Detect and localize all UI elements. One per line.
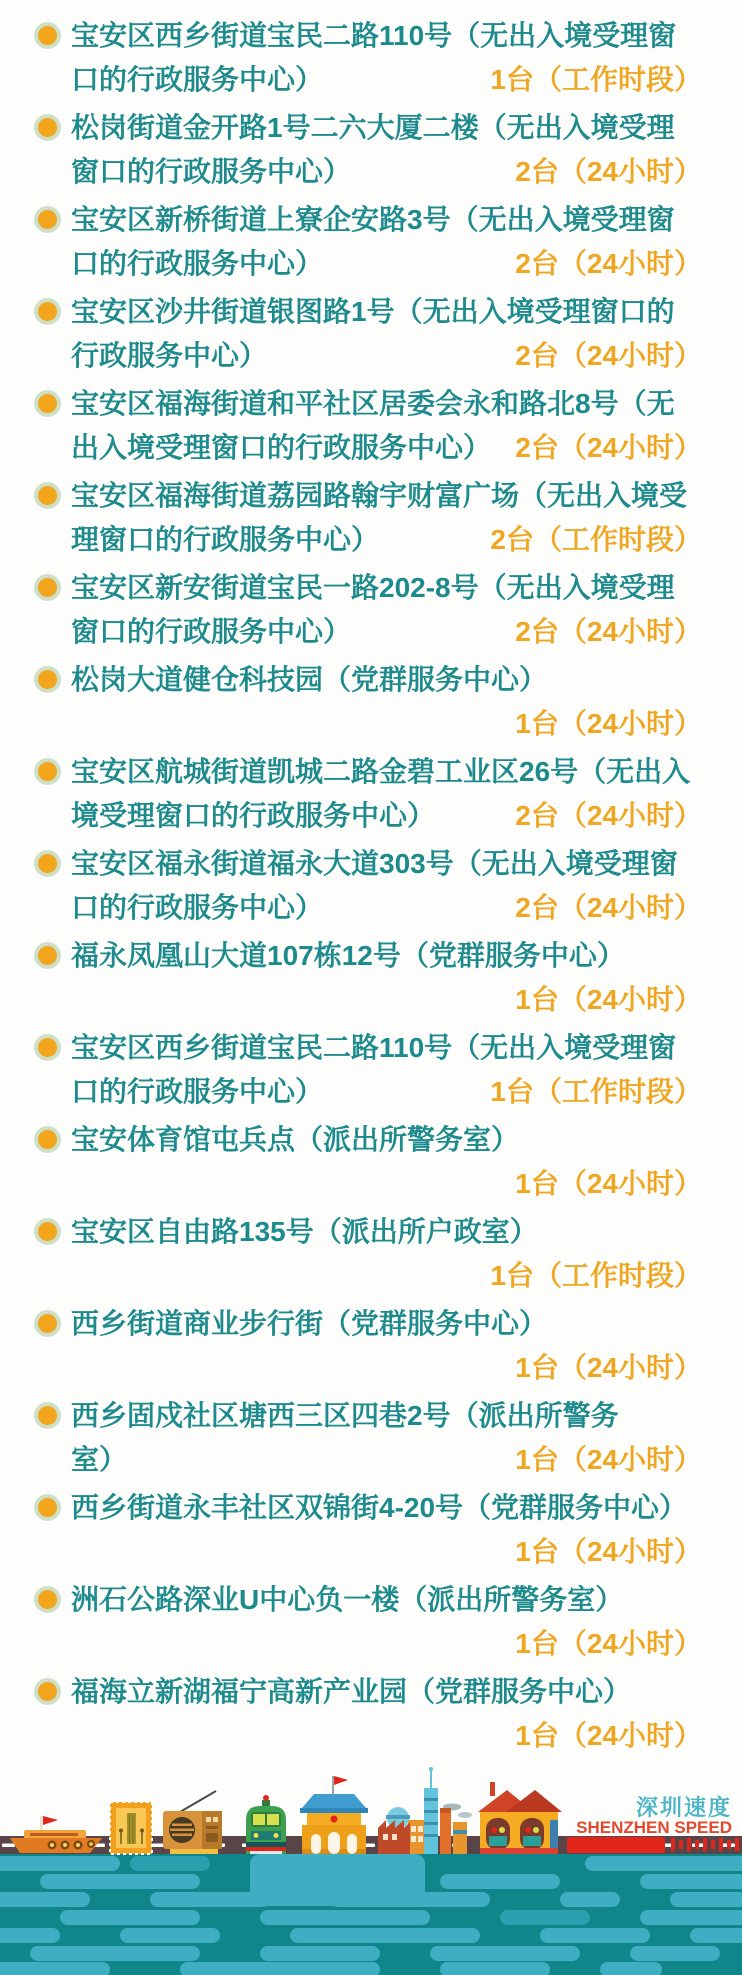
address-text: 口的行政服务中心） xyxy=(71,892,324,923)
bullet-icon xyxy=(38,394,57,413)
item-content xyxy=(71,1394,702,1482)
item-content xyxy=(71,658,702,746)
address-text: 窗口的行政服务中心） xyxy=(71,616,352,647)
bullet-icon xyxy=(38,486,57,505)
address-text: 松岗大道健仓科技园（党群服务中心） xyxy=(71,664,548,695)
item-content xyxy=(71,106,702,194)
list-item xyxy=(36,934,702,1022)
address-text: 室） xyxy=(71,1444,128,1475)
item-content xyxy=(71,1486,702,1574)
item-content xyxy=(71,198,702,286)
address-text: 口的行政服务中心） xyxy=(71,64,324,95)
machine-count: 1台（24小时） xyxy=(515,1536,702,1567)
item-content xyxy=(71,1670,702,1758)
address-text: 窗口的行政服务中心） xyxy=(71,156,352,187)
address-text: 宝安区西乡街道宝民二路110号（无出入境受理窗 xyxy=(71,1032,677,1063)
slogan-english: SHENZHEN SPEED xyxy=(576,1818,732,1837)
address-text: 宝安体育馆屯兵点（派出所警务室） xyxy=(71,1124,520,1155)
item-content xyxy=(71,1118,702,1206)
machine-count: 2台（24小时） xyxy=(515,800,702,831)
bullet-icon xyxy=(38,118,57,137)
bullet-icon xyxy=(38,670,57,689)
gate-building-icon xyxy=(300,1776,368,1854)
machine-count: 1台（24小时） xyxy=(515,1168,702,1199)
list-item xyxy=(36,382,702,470)
item-content xyxy=(71,566,702,654)
arch-building-icon xyxy=(478,1782,562,1854)
machine-count: 2台（24小时） xyxy=(515,892,702,923)
footer-illustration xyxy=(0,1760,742,1975)
machine-count: 2台（24小时） xyxy=(515,432,702,463)
bullet-icon xyxy=(38,946,57,965)
machine-count: 2台（工作时段） xyxy=(490,524,702,555)
cityscape-water-graphic xyxy=(0,1760,742,1975)
factory-icon xyxy=(378,1767,472,1854)
list-item xyxy=(36,1578,702,1666)
machine-count: 1台（24小时） xyxy=(515,1444,702,1475)
machine-count: 1台（24小时） xyxy=(515,1628,702,1659)
bullet-icon xyxy=(38,762,57,781)
list-item xyxy=(36,1118,702,1206)
list-item xyxy=(36,658,702,746)
item-content xyxy=(71,934,702,1022)
address-text: 西乡街道永丰社区双锦街4-20号（党群服务中心） xyxy=(71,1492,688,1523)
address-text: 福永凤凰山大道107栋12号（党群服务中心） xyxy=(71,940,625,971)
list-item xyxy=(36,1394,702,1482)
machine-count: 1台（工作时段） xyxy=(490,1076,702,1107)
machine-count: 2台（24小时） xyxy=(515,616,702,647)
machine-count: 1台（工作时段） xyxy=(490,64,702,95)
bullet-icon xyxy=(38,1406,57,1425)
address-text: 宝安区新桥街道上寮企安路3号（无出入境受理窗 xyxy=(71,204,675,235)
address-text: 宝安区航城街道凯城二路金碧工业区26号（无出入 xyxy=(71,756,691,787)
item-content xyxy=(71,1302,702,1390)
list-item xyxy=(36,1210,702,1298)
train-icon xyxy=(246,1795,286,1854)
address-text: 宝安区自由路135号（派出所户政室） xyxy=(71,1216,538,1247)
list-item xyxy=(36,106,702,194)
radio-icon xyxy=(163,1791,222,1854)
machine-count: 2台（24小时） xyxy=(515,340,702,371)
list-item xyxy=(36,566,702,654)
address-text: 宝安区福永街道福永大道303号（无出入境受理窗 xyxy=(71,848,678,879)
machine-count: 2台（24小时） xyxy=(515,156,702,187)
list-item xyxy=(36,1486,702,1574)
bullet-icon xyxy=(38,1130,57,1149)
stamp-icon xyxy=(110,1802,152,1854)
bullet-icon xyxy=(38,210,57,229)
item-content xyxy=(71,842,702,930)
address-text: 宝安区西乡街道宝民二路110号（无出入境受理窗 xyxy=(71,20,677,51)
item-content xyxy=(71,1026,702,1114)
item-content xyxy=(71,1578,702,1666)
address-text: 行政服务中心） xyxy=(71,340,268,371)
bullet-icon xyxy=(38,1498,57,1517)
bullet-icon xyxy=(38,302,57,321)
machine-count: 1台（24小时） xyxy=(515,984,702,1015)
item-content xyxy=(71,750,702,838)
list-item xyxy=(36,14,702,102)
bullet-icon xyxy=(38,1682,57,1701)
address-text: 理窗口的行政服务中心） xyxy=(71,524,380,555)
boat-icon xyxy=(10,1816,102,1853)
address-text: 宝安区新安街道宝民一路202-8号（无出入境受理 xyxy=(71,572,675,603)
address-text: 福海立新湖福宁高新产业园（党群服务中心） xyxy=(71,1676,632,1707)
bullet-icon xyxy=(38,1590,57,1609)
list-item xyxy=(36,474,702,562)
list-item xyxy=(36,198,702,286)
machine-count: 1台（24小时） xyxy=(515,708,702,739)
list-item xyxy=(36,1026,702,1114)
list-item xyxy=(36,750,702,838)
address-text: 宝安区沙井街道银图路1号（无出入境受理窗口的 xyxy=(71,296,675,327)
machine-count: 2台（24小时） xyxy=(515,248,702,279)
bullet-icon xyxy=(38,1314,57,1333)
bullet-icon xyxy=(38,578,57,597)
address-text: 洲石公路深业U中心负一楼（派出所警务室） xyxy=(71,1584,624,1615)
list-item xyxy=(36,842,702,930)
machine-count: 1台（工作时段） xyxy=(490,1260,702,1291)
machine-count: 1台（24小时） xyxy=(515,1352,702,1383)
address-text: 宝安区福海街道荔园路翰宇财富广场（无出入境受 xyxy=(71,480,688,511)
address-text: 西乡固戍社区塘西三区四巷2号（派出所警务 xyxy=(71,1400,619,1431)
bullet-icon xyxy=(38,26,57,45)
item-content xyxy=(71,14,702,102)
item-content xyxy=(71,1210,702,1298)
address-text: 口的行政服务中心） xyxy=(71,1076,324,1107)
list-item xyxy=(36,290,702,378)
address-text: 松岗街道金开路1号二六大厦二楼（无出入境受理 xyxy=(71,112,675,143)
address-text: 宝安区福海街道和平社区居委会永和路北8号（无 xyxy=(71,388,675,419)
machine-count: 1台（24小时） xyxy=(515,1720,702,1751)
item-content xyxy=(71,382,702,470)
address-text: 境受理窗口的行政服务中心） xyxy=(71,800,436,831)
slogan-chinese: 深圳速度 xyxy=(635,1795,732,1820)
address-text: 口的行政服务中心） xyxy=(71,248,324,279)
item-content xyxy=(71,290,702,378)
water xyxy=(0,1854,742,1975)
item-content xyxy=(71,474,702,562)
bullet-icon xyxy=(38,1222,57,1241)
list-item xyxy=(36,1302,702,1390)
address-text: 西乡街道商业步行街（党群服务中心） xyxy=(71,1308,548,1339)
bullet-icon xyxy=(38,1038,57,1057)
address-text: 出入境受理窗口的行政服务中心） xyxy=(71,432,492,463)
bullet-icon xyxy=(38,854,57,873)
list-item xyxy=(36,1670,702,1758)
